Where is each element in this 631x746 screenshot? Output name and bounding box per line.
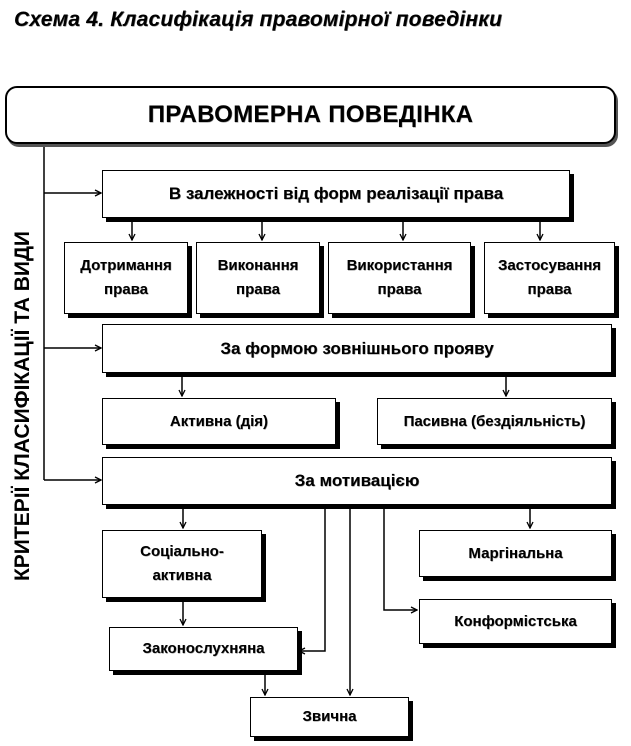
motivation-header: За мотивацією	[102, 457, 612, 505]
external-header: За формою зовнішнього прояву	[102, 324, 612, 373]
external-item-passive: Пасивна (бездіяльність)	[377, 398, 612, 445]
forms-item-execution: Виконання права	[196, 242, 320, 314]
root-node: ПРАВОМЕРНА ПОВЕДІНКА	[5, 86, 616, 144]
motivation-item-marginal: Маргінальна	[419, 530, 612, 577]
diagram-title: Схема 4. Класифікація правомірної поведінки	[14, 8, 503, 31]
forms-item-use: Використання права	[328, 242, 471, 314]
forms-item-observance: Дотримання права	[64, 242, 188, 314]
side-label-text: КРИТЕРІЇ КЛАСИФІКАЦІЇ ТА ВИДИ	[11, 230, 34, 582]
motivation-item-law-abiding: Законослухняна	[109, 627, 298, 671]
forms-item-application: Застосування права	[484, 242, 615, 314]
side-label	[1, 170, 41, 650]
motivation-item-social-active: Соціально-активна	[102, 530, 262, 598]
forms-header: В залежності від форм реалізації права	[102, 170, 570, 218]
external-item-active: Активна (дія)	[102, 398, 336, 445]
motivation-item-conformist: Конформістська	[419, 599, 612, 644]
motivation-item-habitual: Звична	[250, 697, 409, 737]
